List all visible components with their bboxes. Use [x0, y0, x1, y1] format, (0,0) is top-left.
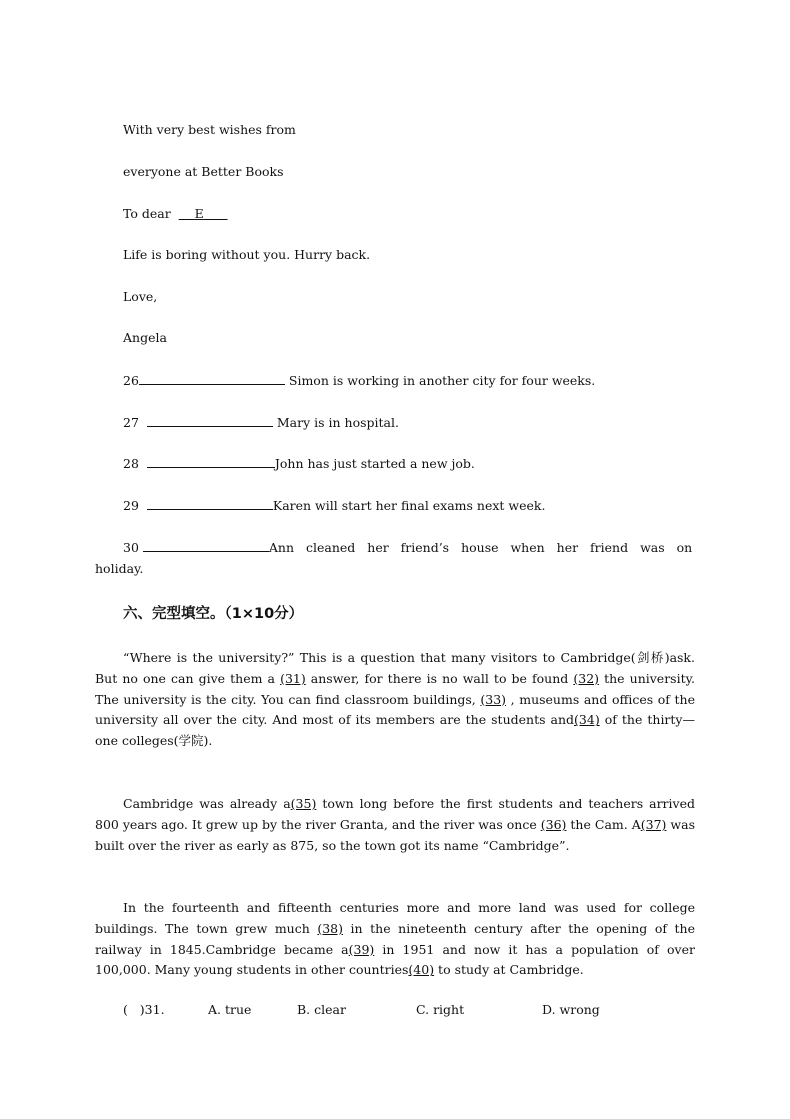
letter-signature: Angela: [123, 330, 167, 345]
answer-blank[interactable]: [147, 497, 273, 510]
option-b[interactable]: B. clear: [297, 1002, 346, 1017]
passage-paragraph-2: Cambridge was already a(35) town long before the first students and teachers arrived 800 years ago. It grew up by the river Granta, and the river was once (36) the Cam. A(37) was built over the river as early as 875, so the town got its name “Cambridge”.: [95, 796, 695, 853]
section-title: 六、完型填空。（1×10分）: [123, 606, 304, 622]
option-c[interactable]: C. right: [416, 1002, 465, 1017]
letter-body: Life is boring without you. Hurry back.: [123, 247, 371, 262]
answer-blank[interactable]: [143, 539, 269, 552]
option-a[interactable]: A. true: [208, 1002, 252, 1017]
matching-item-27: 27 Mary is in hospital.: [123, 415, 399, 430]
passage-paragraph-3: In the fourteenth and fifteenth centuries more and more land was used for college buildings. The town grew much (38) in the nineteenth century after the opening of the railway in 1845.Cambridge became a(39) in 1951 and now it has a population of over 100,000. Many young students in other countries(40) to study at Cambridge.: [95, 900, 696, 978]
to-dear-prefix: To dear: [123, 206, 171, 221]
blank-32[interactable]: (32): [573, 670, 600, 686]
blank-38[interactable]: (38): [317, 920, 343, 936]
blank-35[interactable]: (35): [290, 796, 317, 811]
blank-40[interactable]: (40): [408, 962, 435, 978]
blank-31[interactable]: (31): [280, 670, 306, 686]
matching-item-29: 29 Karen will start her final exams next week.: [123, 498, 546, 513]
question-31-number: ( )31.: [123, 1002, 165, 1017]
blank-37[interactable]: (37): [640, 816, 667, 832]
letter-closing: Love,: [123, 289, 158, 304]
letter-wishes-line2: everyone at Better Books: [123, 164, 284, 179]
answer-blank[interactable]: [139, 372, 285, 385]
letter-wishes-line1: With very best wishes from: [123, 122, 296, 137]
answer-blank[interactable]: [147, 455, 275, 468]
matching-item-30: 30 Ann cleaned her friend’s house when her friend was on holiday.: [95, 540, 693, 576]
blank-34[interactable]: (34): [574, 712, 600, 728]
matching-item-28: 28 John has just started a new job.: [123, 456, 475, 471]
blank-39[interactable]: (39): [348, 941, 375, 957]
option-d[interactable]: D. wrong: [542, 1002, 600, 1017]
matching-item-26: 26 Simon is working in another city for four weeks.: [123, 373, 596, 388]
answer-blank[interactable]: [147, 414, 273, 427]
blank-36[interactable]: (36): [540, 816, 567, 832]
passage-paragraph-1: “Where is the university?” This is a question that many visitors to Cambridge(剑桥)ask. But no one can give them a (31) answer, for there is no wall to be found (32) the university. The university is the city. You can find classroom buildings, (33) , museums and offices of the university all over the city. And most of its members are the students and(34) of the thirty—one colleges(学院).: [95, 650, 695, 749]
letter-to-dear: [123, 206, 228, 221]
blank-33[interactable]: (33): [480, 691, 507, 707]
to-dear-answer: E: [194, 206, 204, 221]
